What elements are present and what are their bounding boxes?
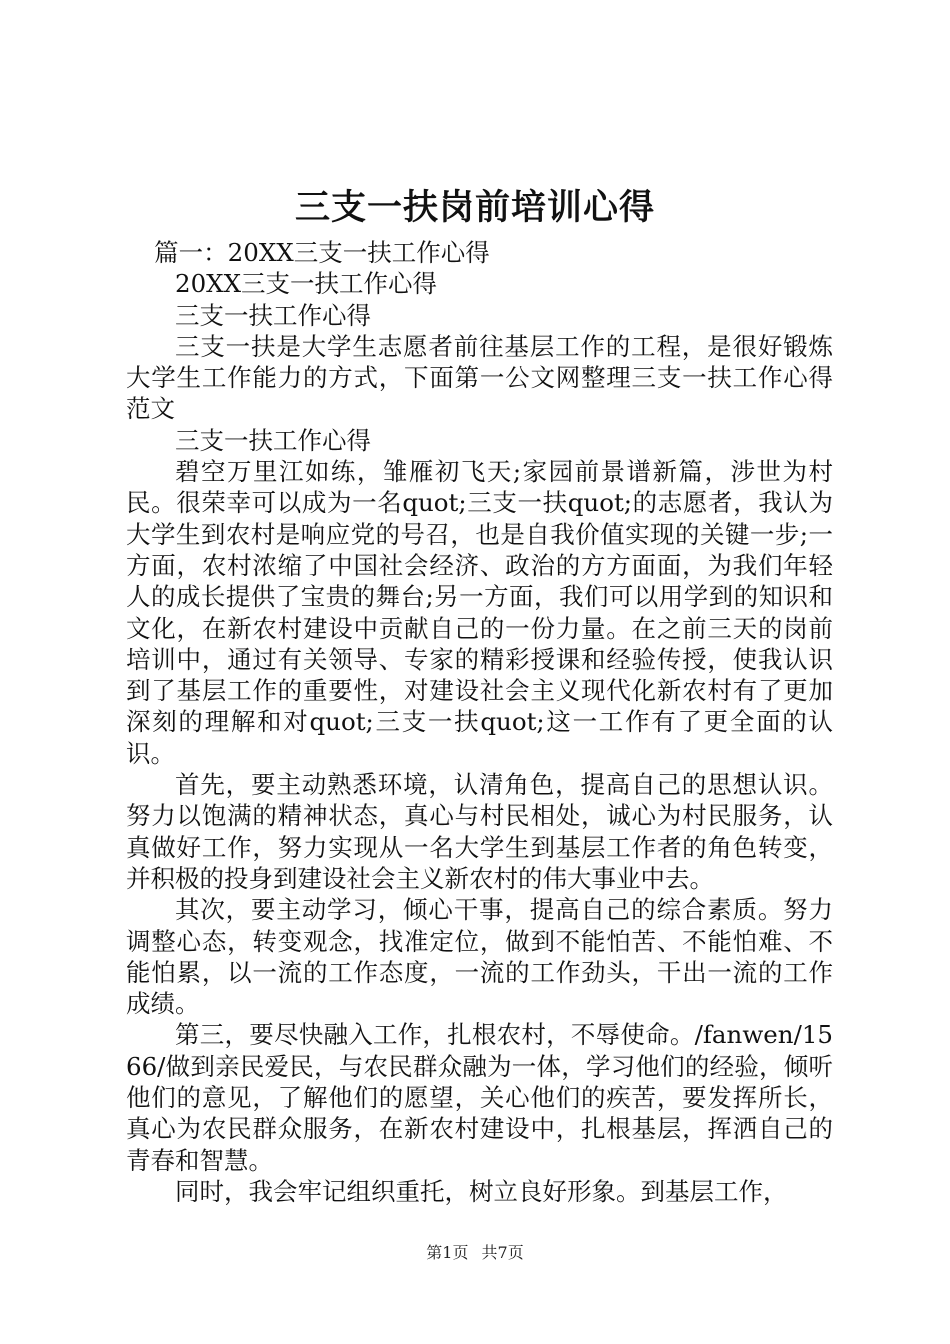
paragraph-body: 碧空万里江如练，雏雁初飞天;家园前景谱新篇，涉世为村民。很荣幸可以成为一名quot;三支一扶quot;的志愿者，我认为大学生到农村是响应党的号召，也是自我价值实现的关键一步;一方面，农村浓缩了中国社会经济、政治的方方面面，为我们年轻人的成长提供了宝贵的舞台;另一方面，我们可以用学到的知识和文化，在新农村建设中贡献自己的一份力量。在之前三天的岗前培训中，通过有关领导、专家的精彩授课和经验传授，使我认识到了基层工作的重要性，对建设社会主义现代化新农村有了更加深刻的理解和对quot;三支一扶quot;这一工作有了更全面的认识。 (126, 457, 833, 768)
paragraph-body: 同时，我会牢记组织重托，树立良好形象。到基层工作， (175, 1176, 788, 1206)
paragraph-section-heading: 篇一：20XX三支一扶工作心得 (154, 238, 490, 267)
page-footer (0, 1243, 950, 1263)
paragraph-body: 其次，要主动学习，倾心干事，提高自己的综合素质。努力调整心态，转变观念，找准定位，做到不能怕苦、不能怕难、不能怕累，以一流的工作态度，一流的工作劲头，干出一流的工作成绩。 (126, 895, 833, 1019)
page-total: 共7页 (481, 1243, 524, 1262)
document-body (126, 237, 833, 1207)
paragraph-subheading: 三支一扶工作心得 (175, 300, 371, 330)
paragraph-body: 第三，要尽快融入工作，扎根农村，不辱使命。/fanwen/1566/做到亲民爱民，与农民群众融为一体，学习他们的经验，倾听他们的意见，了解他们的愿望，关心他们的疾苦，要发挥所长，真心为农民群众服务，在新农村建设中，扎根基层，挥洒自己的青春和智慧。 (126, 1020, 833, 1175)
paragraph-subheading: 20XX三支一扶工作心得 (175, 269, 438, 299)
paragraph-body: 首先，要主动熟悉环境，认清角色，提高自己的思想认识。努力以饱满的精神状态，真心与村民相处，诚心为村民服务，认真做好工作，努力实现从一名大学生到基层工作者的角色转变，并积极的投身到建设社会主义新农村的伟大事业中去。 (126, 770, 833, 893)
document-title: 三支一扶岗前培训心得 (294, 187, 655, 228)
paragraph-subheading: 三支一扶工作心得 (175, 425, 371, 455)
paragraph-intro: 三支一扶是大学生志愿者前往基层工作的工程，是很好锻炼大学生工作能力的方式，下面第一公文网整理三支一扶工作心得范文 (126, 331, 833, 424)
page-number: 第1页 (426, 1243, 469, 1262)
